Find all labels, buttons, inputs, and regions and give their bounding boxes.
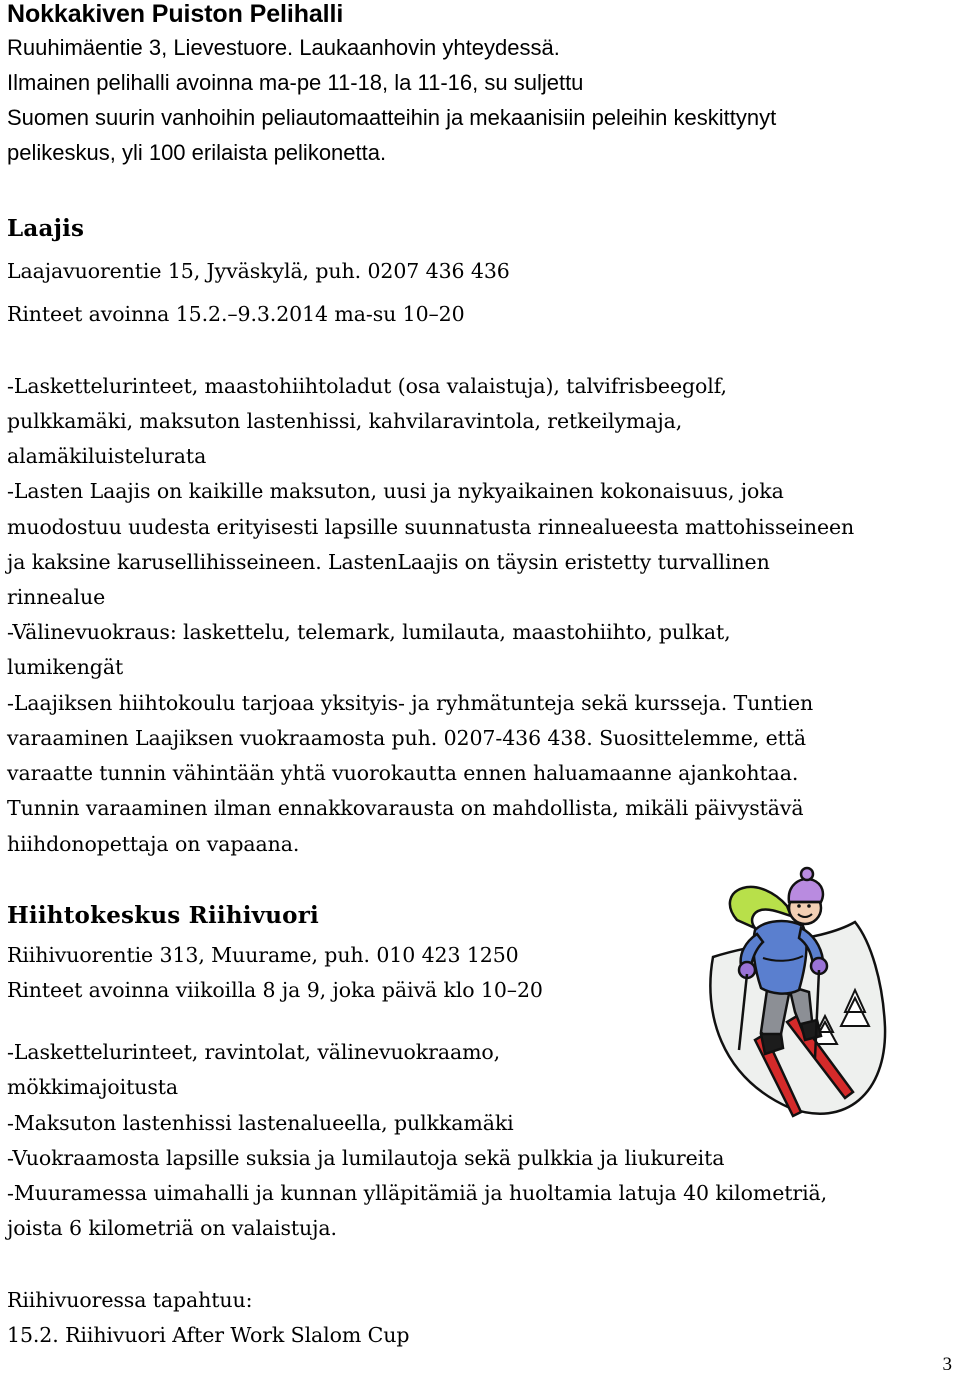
text-line: -Lasten Laajis on kaikille maksuton, uusi ja nykyaikainen kokonaisuus, joka bbox=[7, 479, 784, 503]
riihivuori-address: Riihivuorentie 313, Muurame, puh. 010 423 1250 bbox=[7, 943, 519, 967]
text-line: Ilmainen pelihalli avoinna ma-pe 11-18, la 11-16, su suljettu bbox=[7, 70, 584, 95]
text-line: varaatte tunnin vähintään yhtä vuorokautta ennen haluamaanne ajankohtaa. bbox=[7, 761, 799, 785]
laajis-hours: Rinteet avoinna 15.2.–9.3.2014 ma-su 10–20 bbox=[7, 302, 465, 326]
text-line: joista 6 kilometriä on valaistuja. bbox=[7, 1216, 337, 1240]
text-line: hiihdonopettaja on vapaana. bbox=[7, 832, 300, 856]
text-line: lumikengät bbox=[7, 655, 124, 679]
heading-riihivuori: Hiihtokeskus Riihivuori bbox=[7, 902, 319, 929]
text-line: -Maksuton lastenhissi lastenalueella, pulkkamäki bbox=[7, 1111, 514, 1135]
text-line: -Laajiksen hiihtokoulu tarjoaa yksityis- ja ryhmätunteja sekä kursseja. Tuntien bbox=[7, 691, 814, 715]
text-line: muodostuu uudesta erityisesti lapsille suunnatusta rinnealueesta mattohisseineen bbox=[7, 515, 855, 539]
text-line: mökkimajoitusta bbox=[7, 1075, 179, 1099]
text-line: ja kaksine karusellihisseineen. LastenLaajis on täysin eristetty turvallinen bbox=[7, 550, 770, 574]
text-line: Suomen suurin vanhoihin peliautomaatteihin ja mekaanisiin peleihin keskittynyt bbox=[7, 105, 777, 130]
text-line: -Vuokraamosta lapsille suksia ja lumilautoja sekä pulkkia ja liukureita bbox=[7, 1146, 725, 1170]
events-label: Riihivuoressa tapahtuu: bbox=[7, 1288, 253, 1312]
text-line: pelikeskus, yli 100 erilaista pelikonetta. bbox=[7, 140, 387, 165]
text-line: -Laskettelurinteet, maastohiihtoladut (osa valaistuja), talvifrisbeegolf, bbox=[7, 374, 727, 398]
text-line: rinnealue bbox=[7, 585, 106, 609]
text-line: pulkkamäki, maksuton lastenhissi, kahvilaravintola, retkeilymaja, bbox=[7, 409, 683, 433]
laajis-address: Laajavuorentie 15, Jyväskylä, puh. 0207 436 436 bbox=[7, 259, 510, 283]
skier-clipart-icon bbox=[695, 862, 890, 1124]
page-number: 3 bbox=[942, 1354, 952, 1375]
text-line: varaaminen Laajiksen vuokraamosta puh. 0207-436 438. Suosittelemme, että bbox=[7, 726, 807, 750]
text-line: -Laskettelurinteet, ravintolat, välinevuokraamo, bbox=[7, 1040, 501, 1064]
heading-nokkakivi: Nokkakiven Puiston Pelihalli bbox=[7, 0, 344, 28]
text-line: -Välinevuokraus: laskettelu, telemark, lumilauta, maastohiihto, pulkat, bbox=[7, 620, 731, 644]
text-line: alamäkiluistelurata bbox=[7, 444, 207, 468]
riihivuori-hours: Rinteet avoinna viikoilla 8 ja 9, joka päivä klo 10–20 bbox=[7, 978, 543, 1002]
heading-laajis: Laajis bbox=[7, 215, 85, 242]
text-line: Ruuhimäentie 3, Lievestuore. Laukaanhovin yhteydessä. bbox=[7, 35, 560, 60]
text-line: -Muuramessa uimahalli ja kunnan ylläpitämiä ja huoltamia latuja 40 kilometriä, bbox=[7, 1181, 828, 1205]
text-line: Tunnin varaaminen ilman ennakkovarausta on mahdollista, mikäli päivystävä bbox=[7, 796, 804, 820]
event-item: 15.2. Riihivuori After Work Slalom Cup bbox=[7, 1323, 410, 1347]
